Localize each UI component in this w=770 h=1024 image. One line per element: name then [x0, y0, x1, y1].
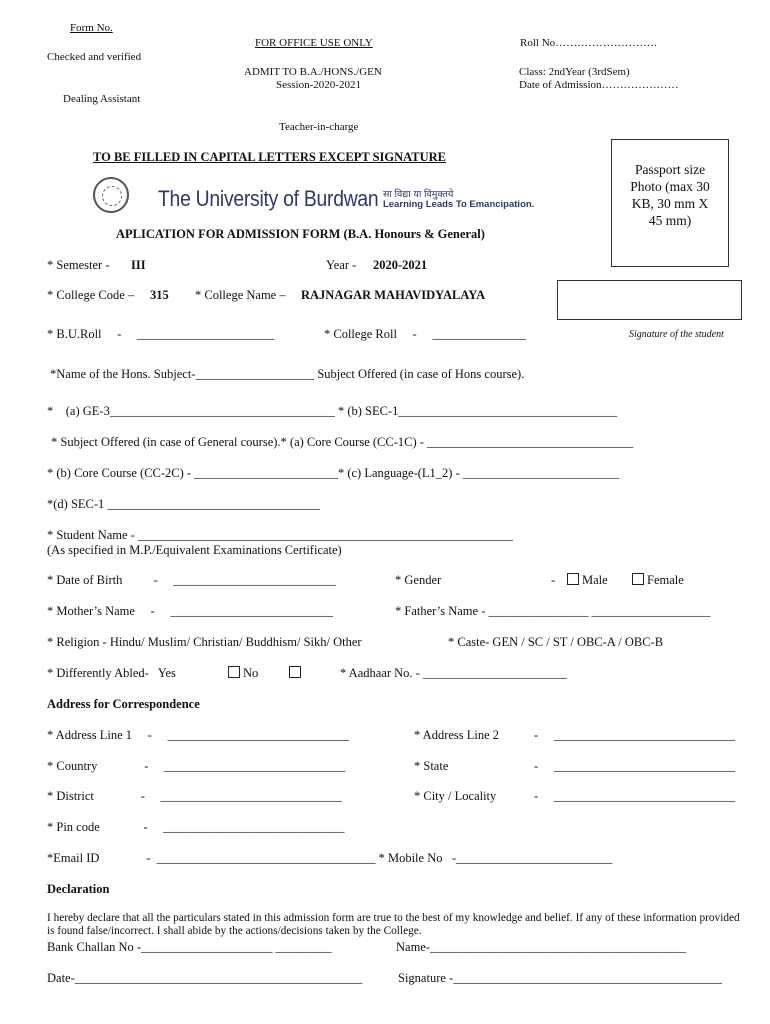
hons-subject-field[interactable]: *Name of the Hons. Subject-___________________ Subject Offered (in case of Hons course).	[50, 367, 525, 381]
class-label: Class: 2ndYear (3rdSem)	[519, 66, 630, 78]
college-code-value: 315	[150, 288, 169, 302]
college-roll-field[interactable]: * College Roll - _______________	[324, 327, 527, 341]
university-seal-icon	[93, 177, 129, 213]
passport-photo-box[interactable]	[611, 139, 729, 267]
no-checkbox[interactable]	[289, 666, 301, 678]
no-option[interactable]	[228, 666, 258, 681]
bu-roll-field[interactable]: * B.U.Roll - ______________________	[47, 327, 275, 341]
photo-box-line: KB, 30 mm X	[631, 196, 709, 211]
college-name-label: * College Name –	[195, 288, 286, 302]
declaration-date-field[interactable]: Date-______________________________________________	[47, 971, 363, 985]
session-label: Session-2020-2021	[276, 79, 361, 91]
country-field[interactable]: * Country - _____________________________	[47, 759, 346, 773]
yes-checkbox[interactable]	[228, 666, 240, 678]
dealing-assistant-label: Dealing Assistant	[63, 93, 141, 105]
address-heading: Address for Correspondence	[47, 697, 200, 711]
sec1-field[interactable]: *(d) SEC-1 __________________________________	[47, 497, 320, 511]
photo-box-line: 45 mm)	[648, 213, 692, 228]
caste-field[interactable]: * Caste- GEN / SC / ST / OBC-A / OBC-B	[448, 635, 664, 649]
female-label: Female	[647, 573, 684, 587]
date-of-birth-field[interactable]: * Date of Birth - __________________________	[47, 573, 336, 587]
no-label: No	[243, 666, 259, 680]
district-field[interactable]: * District - _____________________________	[47, 789, 342, 803]
state-field[interactable]: - _____________________________	[534, 759, 736, 773]
admit-to-label: ADMIT TO B.A./HONS./GEN	[244, 66, 382, 78]
male-checkbox[interactable]	[567, 573, 579, 585]
declarant-name-field[interactable]: Name-_________________________________________	[396, 940, 687, 954]
religion-field[interactable]: * Religion - Hindu/ Muslim/ Christian/ Buddhism/ Sikh/ Other	[47, 635, 362, 649]
city-field[interactable]: - _____________________________	[534, 789, 736, 803]
email-mobile-field[interactable]: *Email ID - ___________________________________ * Mobile No -_________________________	[47, 851, 613, 865]
no-checkbox-option[interactable]	[289, 666, 304, 681]
student-name-note: (As specified in M.P./Equivalent Examinations Certificate)	[47, 543, 342, 557]
college-name-value: RAJNAGAR MAHAVIDYALAYA	[301, 288, 486, 302]
university-tagline-hindi: सा विद्या या विमुक्तये	[383, 189, 454, 200]
general-core-course-field[interactable]: * Subject Offered (in case of General course).* (a) Core Course (CC-1C) - _________________________________	[51, 435, 634, 449]
office-use-heading: FOR OFFICE USE ONLY	[255, 37, 373, 49]
cc2c-language-field[interactable]: * (b) Core Course (CC-2C) - _______________________* (c) Language-(L1_2) - _________________________	[47, 466, 620, 480]
gender-dash: -	[551, 573, 556, 587]
photo-box-line: Passport size	[634, 162, 706, 177]
declaration-signature-field[interactable]: Signature -___________________________________________	[398, 971, 722, 985]
address-line1-field[interactable]: * Address Line 1 - _____________________________	[47, 728, 349, 742]
male-option[interactable]	[567, 573, 608, 588]
university-tagline: Learning Leads To Emancipation.	[383, 199, 535, 210]
city-label: * City / Locality	[414, 789, 497, 803]
female-checkbox[interactable]	[632, 573, 644, 585]
form-title: APLICATION FOR ADMISSION FORM (B.A. Honours & General)	[116, 227, 485, 241]
differently-abled-label: * Differently Abled- Yes	[47, 666, 176, 680]
bank-challan-field[interactable]: Bank Challan No -_____________________ _________	[47, 940, 332, 954]
father-name-field[interactable]: * Father’s Name - ________________ ___________________	[395, 604, 711, 618]
teacher-in-charge-label: Teacher-in-charge	[279, 121, 359, 133]
checked-verified-label: Checked and verified	[47, 51, 142, 63]
ge3-sec1-field[interactable]: * (a) GE-3____________________________________ * (b) SEC-1___________________________________	[47, 404, 618, 418]
student-name-field[interactable]: * Student Name - ____________________________________________________________	[47, 528, 513, 542]
semester-value: III	[131, 258, 146, 272]
state-label: * State	[414, 759, 449, 773]
pin-code-field[interactable]: * Pin code - _____________________________	[47, 820, 345, 834]
date-of-admission-field[interactable]: Date of Admission…………………	[519, 79, 679, 91]
year-value: 2020-2021	[373, 258, 428, 272]
male-label: Male	[582, 573, 608, 587]
student-signature-box[interactable]	[557, 280, 742, 320]
gender-label: * Gender	[395, 573, 442, 587]
form-number-label: Form No.	[70, 22, 113, 34]
declaration-text: I hereby declare that all the particulars stated in this admission form are true to the best of my knowledge and belief. If any of these information provided is found false/incorrect. I shall abide by the actions/decisions taken by the College.	[47, 912, 740, 937]
capital-letters-instruction: TO BE FILLED IN CAPITAL LETTERS EXCEPT SIGNATURE	[93, 150, 446, 164]
aadhaar-field[interactable]: * Aadhaar No. - _______________________	[340, 666, 567, 680]
signature-caption: Signature of the student	[629, 329, 724, 340]
female-option[interactable]	[632, 573, 684, 588]
address-line2-field[interactable]: - _____________________________	[534, 728, 736, 742]
photo-box-line: Photo (max 30	[630, 179, 710, 194]
year-label: Year -	[326, 258, 357, 272]
semester-label: * Semester -	[47, 258, 110, 272]
college-code-label: * College Code –	[47, 288, 135, 302]
university-name: The University of Burdwan	[158, 186, 379, 211]
roll-number-field[interactable]: Roll No……………………….	[520, 37, 657, 49]
mother-name-field[interactable]: * Mother’s Name - __________________________	[47, 604, 333, 618]
declaration-heading: Declaration	[47, 882, 110, 896]
address-line2-label: * Address Line 2	[414, 728, 500, 742]
